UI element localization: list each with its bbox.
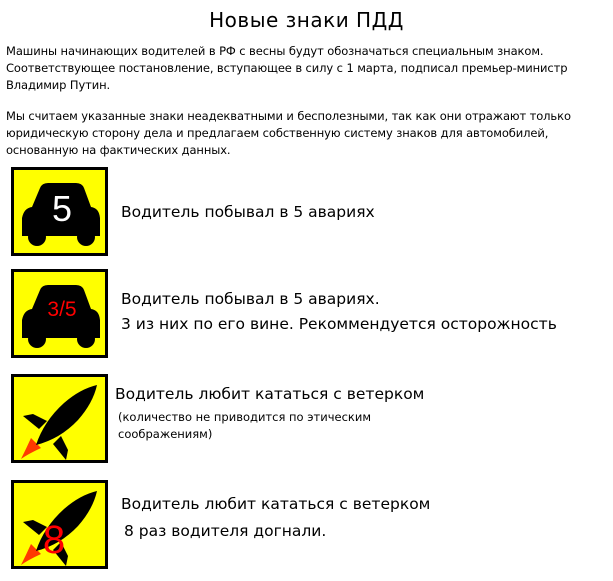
sign-note: соображениям)	[118, 427, 213, 441]
sign-badge: 3/5	[47, 298, 77, 321]
sign-badge: 5	[51, 188, 73, 229]
car-icon	[14, 272, 105, 355]
car-icon	[14, 170, 105, 253]
sign-car-3-5	[11, 269, 108, 358]
sign-description: 8 раз водителя догнали.	[124, 522, 327, 540]
paragraph-line: Владимир Путин.	[6, 78, 111, 92]
sign-rocket	[11, 374, 108, 463]
rocket-icon	[14, 377, 105, 460]
sign-description: Водитель побывал в 5 авариях.	[121, 290, 380, 308]
sign-description: 3 из них по его вине. Рекоммендуется осторожность	[121, 315, 557, 333]
sign-description: Водитель любит кататься с ветерком	[121, 495, 431, 513]
page-title: Новые знаки ПДД	[209, 8, 404, 32]
paragraph-line: Соответствующее постановление, вступающее в силу с 1 марта, подписал премьер-министр	[6, 61, 568, 75]
rocket-icon	[14, 483, 105, 566]
sign-note: (количество не приводится по этическим	[118, 410, 372, 424]
paragraph-line: юридическую сторону дела и предлагаем собственную систему знаков для автомобилей,	[6, 126, 549, 140]
paragraph-line: Машины начинающих водителей в РФ с весны будут обозначаться специальным знаком.	[6, 44, 544, 58]
intro-paragraph	[6, 43, 606, 94]
sign-car-5	[11, 167, 108, 256]
opinion-paragraph	[6, 108, 606, 159]
sign-description: Водитель побывал в 5 авариях	[121, 203, 375, 221]
paragraph-line: основанную на фактических данных.	[6, 143, 231, 157]
sign-description: Водитель любит кататься с ветерком	[115, 385, 425, 403]
sign-badge: 8	[42, 518, 66, 562]
paragraph-line: Мы считаем указанные знаки неадекватными и бесполезными, так как они отражают только	[6, 109, 571, 123]
sign-rocket-8	[11, 480, 108, 569]
